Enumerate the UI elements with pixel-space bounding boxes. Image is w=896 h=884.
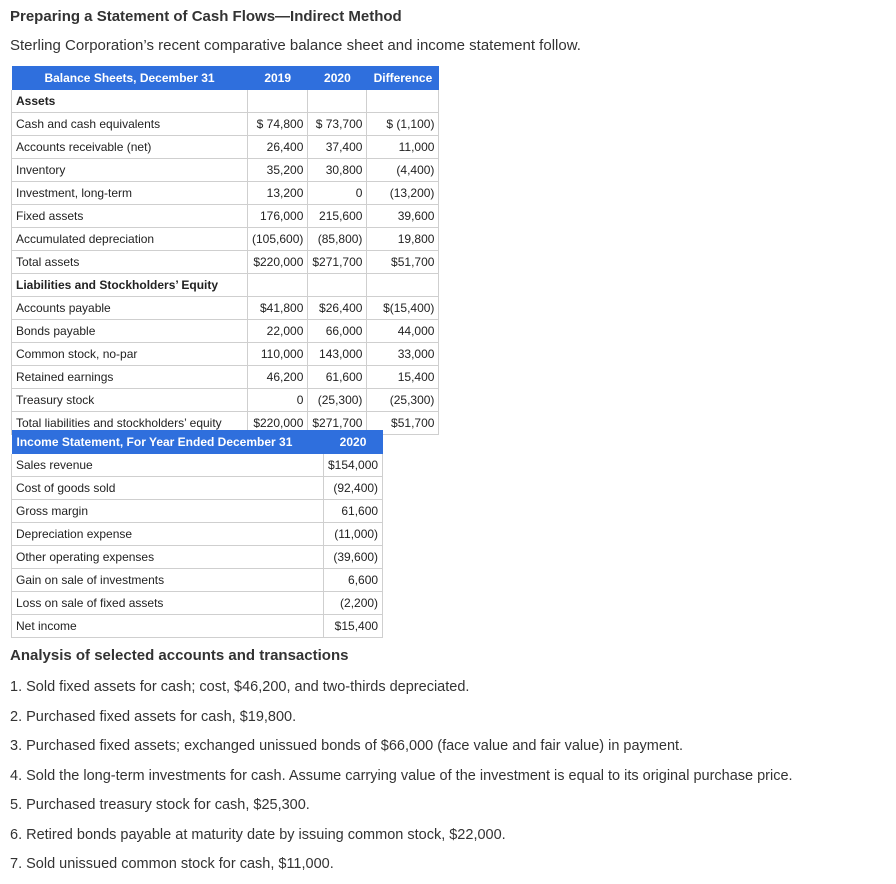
value-2019: 110,000 [248,343,308,366]
value-2020: (85,800) [308,228,367,251]
value-2020: (25,300) [308,389,367,412]
balance-sheet-row [12,297,439,320]
value-2019: (105,600) [248,228,308,251]
income-statement-header-2020: 2020 [324,430,383,454]
value-2020: $26,400 [308,297,367,320]
balance-sheet-section-row [12,90,439,113]
value-2020: 30,800 [308,159,367,182]
value-2020: $154,000 [324,454,383,477]
balance-sheet-row [12,389,439,412]
analysis-title: Analysis of selected accounts and transactions [10,647,349,664]
value-difference: (25,300) [367,389,439,412]
value-2019: $220,000 [248,412,308,435]
value-difference: 19,800 [367,228,439,251]
row-label: Inventory [12,159,248,182]
balance-sheet-row [12,136,439,159]
row-label: Investment, long-term [12,182,248,205]
empty-cell [308,274,367,297]
value-2019: 0 [248,389,308,412]
value-2019: 176,000 [248,205,308,228]
balance-sheet-row [12,366,439,389]
income-statement-header-label: Income Statement, For Year Ended December 31 [12,430,324,454]
value-difference: 33,000 [367,343,439,366]
row-label: Gross margin [12,500,324,523]
row-label: Accumulated depreciation [12,228,248,251]
balance-sheet-header-2019: 2019 [248,66,308,90]
analysis-item: 6. Retired bonds payable at maturity date by issuing common stock, $22,000. [10,826,506,843]
row-label: Bonds payable [12,320,248,343]
value-difference: (13,200) [367,182,439,205]
balance-sheet-header-difference: Difference [367,66,439,90]
value-2020: (92,400) [324,477,383,500]
row-label: Cost of goods sold [12,477,324,500]
income-statement-row [12,546,383,569]
income-statement-row [12,592,383,615]
empty-cell [248,274,308,297]
row-label: Common stock, no-par [12,343,248,366]
value-difference: $51,700 [367,412,439,435]
value-difference: (4,400) [367,159,439,182]
value-2020: 215,600 [308,205,367,228]
balance-sheet-row [12,228,439,251]
balance-sheet-row [12,320,439,343]
value-difference: $51,700 [367,251,439,274]
balance-sheet-row [12,159,439,182]
balance-sheet-header-label: Balance Sheets, December 31 [12,66,248,90]
analysis-item: 1. Sold fixed assets for cash; cost, $46,200, and two-thirds depreciated. [10,679,470,695]
balance-sheet-header-2020: 2020 [308,66,367,90]
income-statement-row [12,500,383,523]
value-2020: 37,400 [308,136,367,159]
analysis-list [10,677,793,884]
row-label: Assets [12,90,248,113]
balance-sheet-row [12,343,439,366]
value-2020: $ 73,700 [308,113,367,136]
income-statement-row [12,477,383,500]
analysis-item: 2. Purchased fixed assets for cash, $19,800. [10,708,297,725]
balance-sheet-header-row [12,66,439,90]
row-label: Other operating expenses [12,546,324,569]
balance-sheet-row [12,182,439,205]
value-2020: 143,000 [308,343,367,366]
value-difference: 15,400 [367,366,439,389]
value-difference: $ (1,100) [367,113,439,136]
balance-sheet-row [12,113,439,136]
income-statement-row [12,454,383,477]
empty-cell [248,90,308,113]
row-label: Sales revenue [12,454,324,477]
row-label: Net income [12,615,324,638]
row-label: Fixed assets [12,205,248,228]
balance-sheet-table [11,66,439,435]
balance-sheet-row [12,205,439,228]
value-2019: $41,800 [248,297,308,320]
value-2019: $220,000 [248,251,308,274]
analysis-item: 3. Purchased fixed assets; exchanged unissued bonds of $66,000 (face value and fair value) in payment. [10,738,684,754]
value-2019: 13,200 [248,182,308,205]
value-2019: 22,000 [248,320,308,343]
value-2020: (39,600) [324,546,383,569]
analysis-item: 5. Purchased treasury stock for cash, $25,300. [10,797,310,813]
row-label: Liabilities and Stockholders’ Equity [12,274,248,297]
value-2020: 6,600 [324,569,383,592]
value-2020: 61,600 [308,366,367,389]
balance-sheet-body [12,90,439,435]
value-difference: 11,000 [367,136,439,159]
income-statement-body [12,454,383,638]
row-label: Gain on sale of investments [12,569,324,592]
value-2020: 0 [308,182,367,205]
row-label: Treasury stock [12,389,248,412]
value-2019: 46,200 [248,366,308,389]
value-2020: 66,000 [308,320,367,343]
income-statement-row [12,523,383,546]
balance-sheet-total-row [12,251,439,274]
row-label: Total liabilities and stockholders’ equity [12,412,248,435]
income-statement-row [12,569,383,592]
value-2020: $271,700 [308,412,367,435]
income-statement-table [11,430,383,638]
empty-cell [308,90,367,113]
value-2019: 26,400 [248,136,308,159]
row-label: Accounts receivable (net) [12,136,248,159]
value-2019: 35,200 [248,159,308,182]
row-label: Accounts payable [12,297,248,320]
row-label: Loss on sale of fixed assets [12,592,324,615]
empty-cell [367,90,439,113]
page-title: Preparing a Statement of Cash Flows—Indirect Method [10,8,402,25]
value-2019: $ 74,800 [248,113,308,136]
analysis-item: 4. Sold the long-term investments for cash. Assume carrying value of the investment is equal to its original purchase price. [10,767,793,784]
value-difference: $(15,400) [367,297,439,320]
income-statement-total-row [12,615,383,638]
row-label: Cash and cash equivalents [12,113,248,136]
balance-sheet-section-row [12,274,439,297]
empty-cell [367,274,439,297]
income-statement-header-row [12,430,383,454]
value-difference: 39,600 [367,205,439,228]
value-2020: (11,000) [324,523,383,546]
value-2020: 61,600 [324,500,383,523]
row-label: Retained earnings [12,366,248,389]
value-difference: 44,000 [367,320,439,343]
value-2020: (2,200) [324,592,383,615]
value-2020: $15,400 [324,615,383,638]
value-2020: $271,700 [308,251,367,274]
row-label: Depreciation expense [12,523,324,546]
analysis-item: 7. Sold unissued common stock for cash, $11,000. [10,856,334,872]
row-label: Total assets [12,251,248,274]
page-subtitle: Sterling Corporation’s recent comparative balance sheet and income statement follow. [10,37,581,54]
